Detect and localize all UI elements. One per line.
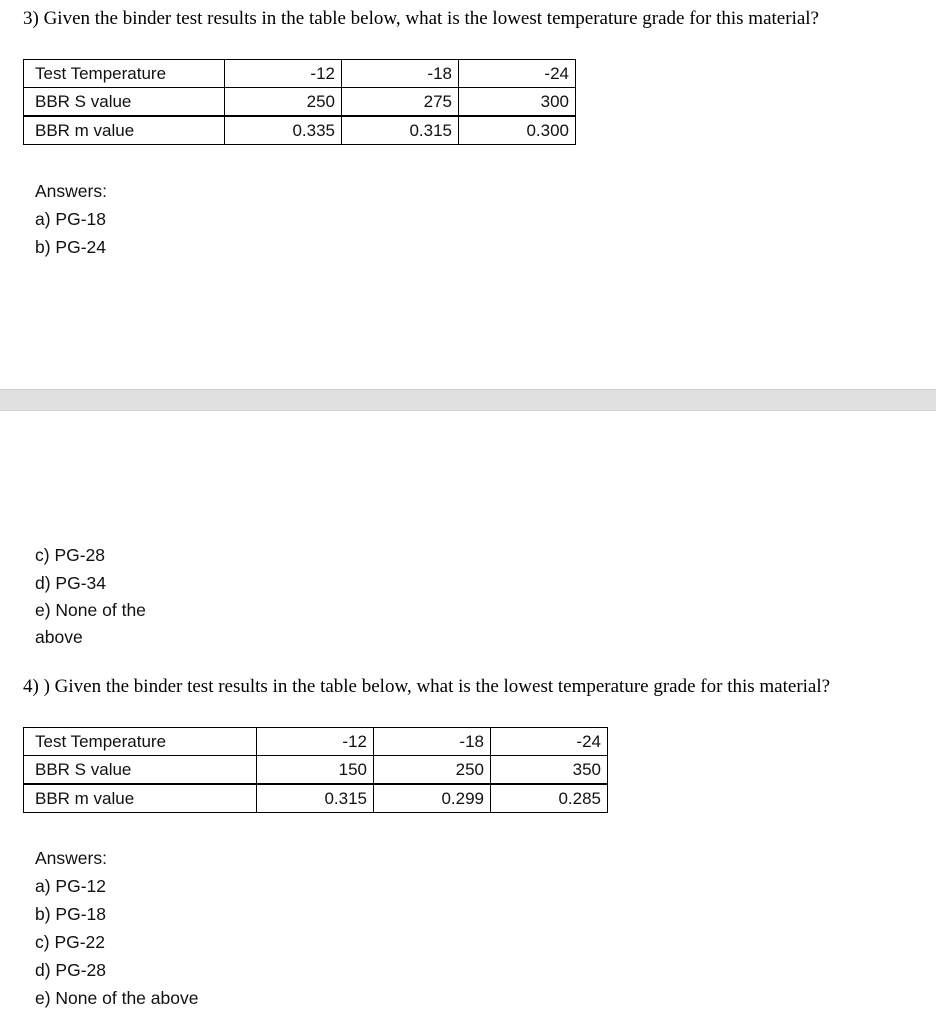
answer-option: c) PG-28	[35, 545, 106, 565]
answer-option: b) PG-18	[35, 904, 106, 924]
answer-option: a) PG-18	[35, 209, 106, 229]
table-cell: 0.315	[342, 116, 459, 145]
table-row	[24, 116, 576, 145]
answer-option: a) PG-12	[35, 876, 106, 896]
table-cell: BBR m value	[24, 116, 225, 145]
question-3-answers	[35, 177, 107, 261]
table-cell: 0.315	[257, 784, 374, 813]
table-cell: 250	[374, 756, 491, 785]
table-row	[24, 756, 608, 785]
answer-option: e) None of the above	[35, 600, 146, 647]
table-cell: 0.285	[491, 784, 608, 813]
table-cell: -24	[491, 728, 608, 756]
table-cell: -12	[257, 728, 374, 756]
answer-option: e) None of the above	[35, 988, 199, 1008]
table-cell: Test Temperature	[24, 60, 225, 88]
table-cell: 0.335	[225, 116, 342, 145]
table-cell: 0.299	[374, 784, 491, 813]
table-cell: BBR S value	[24, 756, 257, 785]
answer-option: b) PG-24	[35, 237, 106, 257]
table-cell: BBR S value	[24, 88, 225, 117]
table-cell: -12	[225, 60, 342, 88]
table-row	[24, 88, 576, 117]
table-cell: 250	[225, 88, 342, 117]
question-3-text: 3) Given the binder test results in the table below, what is the lowest temperature grade for this material?	[23, 8, 819, 29]
table-cell: 300	[459, 88, 576, 117]
table-cell: BBR m value	[24, 784, 257, 813]
table-cell: Test Temperature	[24, 728, 257, 756]
table-cell: 275	[342, 88, 459, 117]
answer-option: d) PG-34	[35, 573, 106, 593]
table-cell: 150	[257, 756, 374, 785]
table-cell: 0.300	[459, 116, 576, 145]
answer-option: d) PG-28	[35, 960, 106, 980]
question-4-table	[23, 727, 608, 813]
table-cell: -18	[342, 60, 459, 88]
table-row	[24, 728, 608, 756]
question-3-answers-continued	[35, 541, 185, 651]
table-row	[24, 60, 576, 88]
table-cell: -18	[374, 728, 491, 756]
table-cell: 350	[491, 756, 608, 785]
page-break-divider	[0, 389, 936, 411]
question-4-answers	[35, 844, 198, 1012]
question-4-text: 4) ) Given the binder test results in the table below, what is the lowest temperature grade for this material?	[23, 676, 831, 697]
answer-option: c) PG-22	[35, 932, 106, 952]
table-row	[24, 784, 608, 813]
answers-label: Answers:	[35, 181, 107, 201]
question-3-table	[23, 59, 576, 145]
answers-label: Answers:	[35, 848, 107, 868]
table-cell: -24	[459, 60, 576, 88]
